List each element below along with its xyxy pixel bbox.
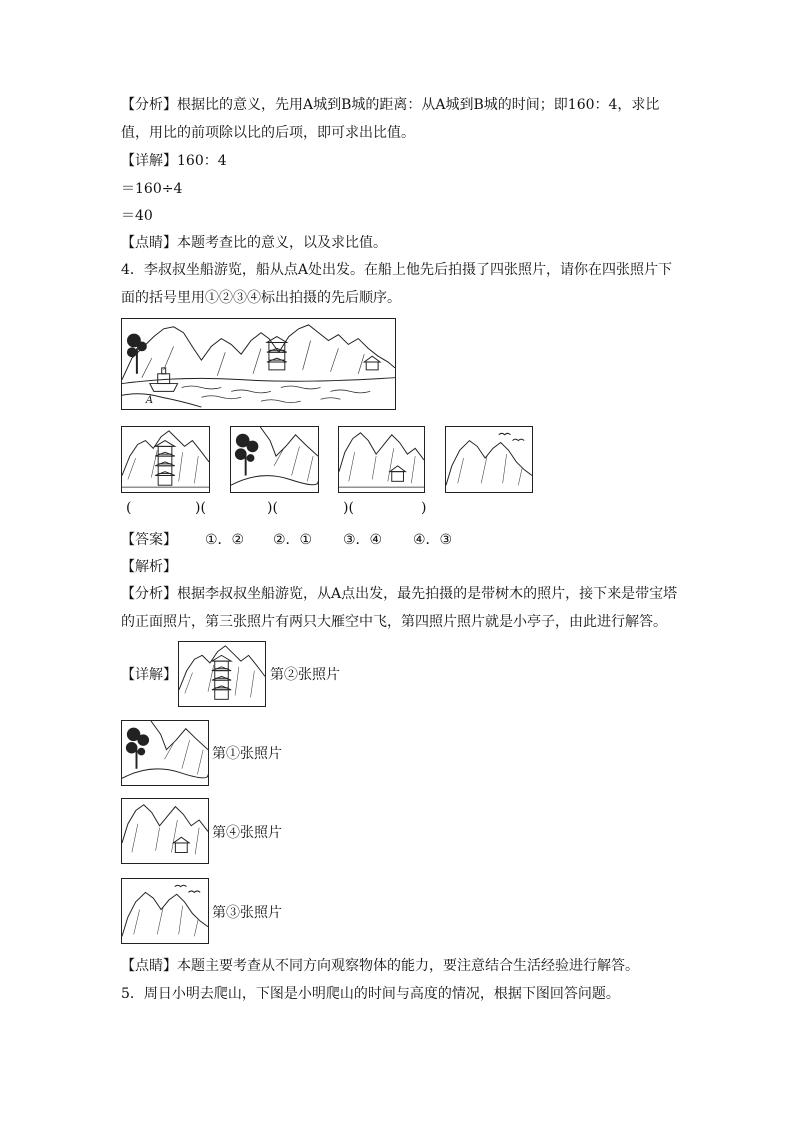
comment-1: 【点睛】本题考查比的意义，以及求比值。 — [121, 235, 387, 251]
photo-pagoda — [121, 426, 210, 493]
answer-item-2: ②．① — [273, 532, 313, 548]
answer-label: 【答案】 — [121, 532, 177, 548]
detail-1-label: 【详解】160：4 — [121, 153, 227, 169]
question-4-line-2: 面的括号里用①②③④标出拍摄的先后顺序。 — [121, 290, 401, 306]
panorama-illustration — [121, 318, 396, 410]
answer-item-1: ①．② — [205, 532, 245, 548]
point-a-label: A — [145, 395, 153, 407]
photo-tree — [230, 426, 319, 493]
detail-photo-pagoda — [178, 641, 266, 707]
jiexi-label: 【解析】 — [121, 559, 177, 575]
answer-item-4: ④．③ — [413, 532, 453, 548]
answer-item-3: ③．④ — [343, 532, 383, 548]
detail-photo-pavilion — [121, 798, 209, 864]
paren-5: ) — [421, 500, 427, 516]
detail-caption-3: 第④张照片 — [212, 825, 282, 841]
detail-photo-tree — [121, 720, 209, 786]
photo-pavilion — [338, 426, 425, 493]
analysis-1-line-1: 【分析】根据比的意义，先用A城到B城的距离：从A城到B城的时间；即160：4，求比 — [121, 97, 660, 113]
question-4-line-1: 4．李叔叔坐船游览，船从点A处出发。在船上他先后拍摄了四张照片，请你在四张照片下 — [121, 262, 673, 278]
paren-2: )( — [195, 500, 206, 516]
analysis-1-line-2: 值，用比的前项除以比的后项，即可求出比值。 — [121, 125, 415, 141]
detail-1-step-1: ＝160÷4 — [121, 181, 183, 197]
answer-parentheses-row — [121, 500, 441, 522]
photo-geese — [445, 426, 533, 493]
analysis-2-line-1: 【分析】根据李叔叔坐船游览，从A点出发，最先拍摄的是带树木的照片，接下来是带宝塔 — [121, 586, 678, 602]
detail-photo-geese — [121, 878, 209, 944]
paren-4: )( — [343, 500, 354, 516]
comment-2: 【点睛】本题主要考查从不同方向观察物体的能力，要注意结合生活经验进行解答。 — [121, 958, 639, 974]
paren-3: )( — [267, 500, 278, 516]
paren-1: ( — [126, 500, 132, 516]
detail-1-step-2: ＝40 — [121, 208, 153, 224]
detail-caption-2: 第①张照片 — [212, 746, 282, 762]
question-5: 5．周日小明去爬山，下图是小明爬山的时间与高度的情况，根据下图回答问题。 — [121, 986, 620, 1002]
detail-caption-4: 第③张照片 — [212, 905, 282, 921]
detail-caption-1: 第②张照片 — [270, 667, 340, 683]
detail-2-label: 【详解】 — [121, 667, 177, 683]
analysis-2-line-2: 的正面照片，第三张照片有两只大雁空中飞，第四照片照片就是小亭子，由此进行解答。 — [121, 614, 667, 630]
